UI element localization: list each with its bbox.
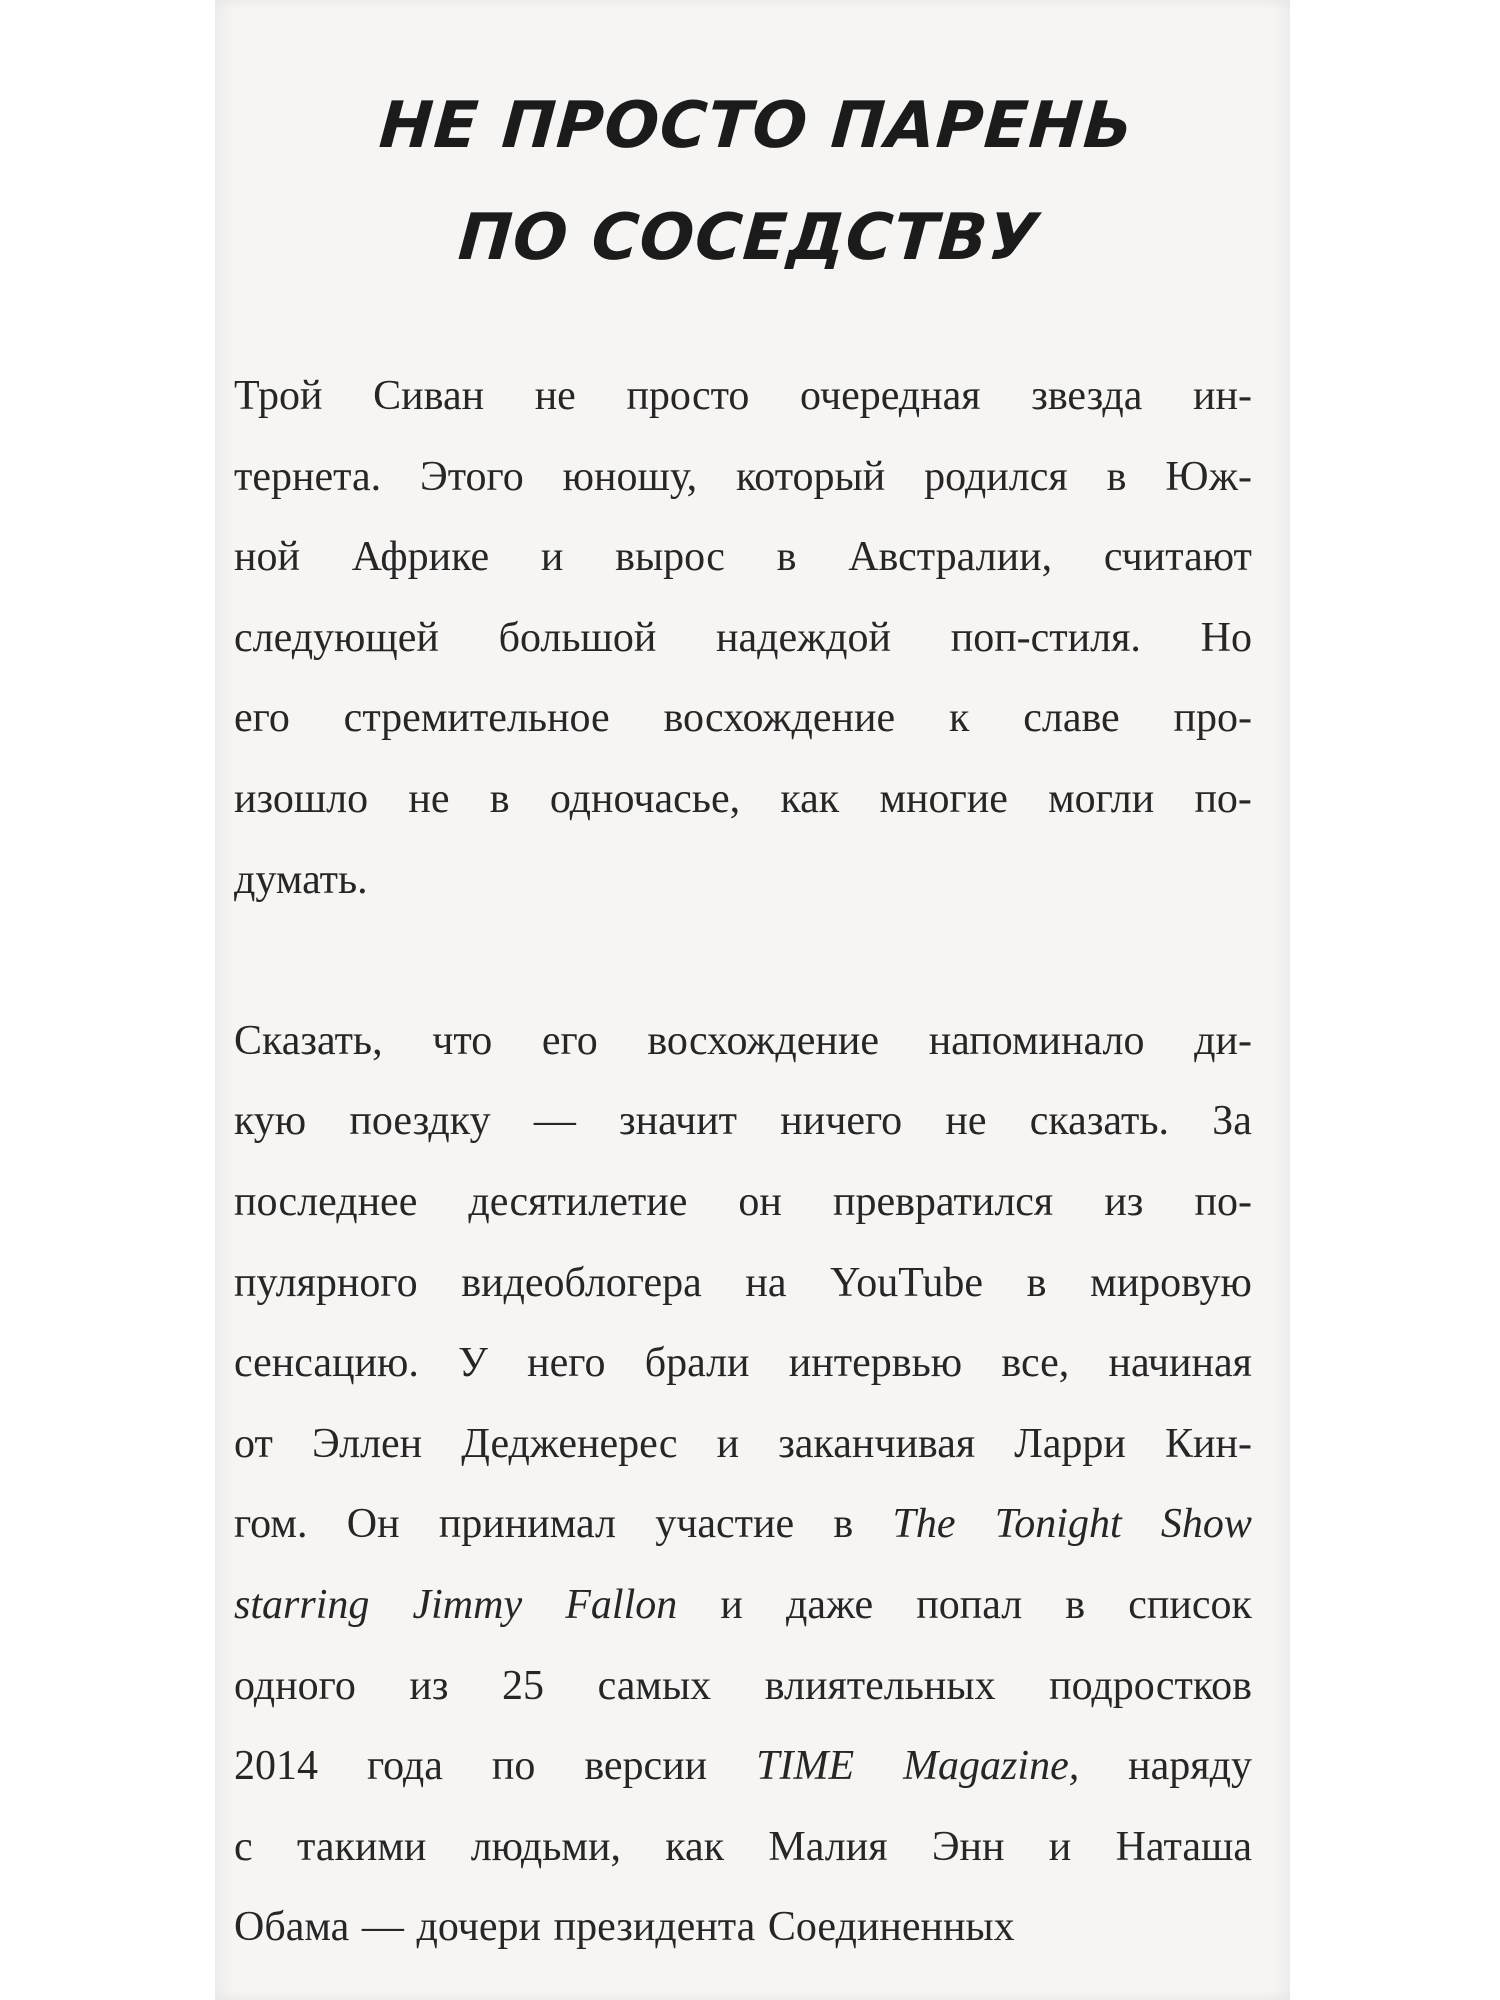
text-line	[234, 1807, 1252, 1888]
word: Show	[1160, 1501, 1252, 1548]
word: его	[234, 695, 290, 742]
word: надеждой	[716, 614, 892, 661]
word: сенсацию.	[234, 1340, 419, 1387]
word: —	[361, 1904, 404, 1951]
word: наряду	[1128, 1743, 1252, 1790]
text-line	[234, 1565, 1252, 1646]
word: большой	[498, 614, 657, 661]
word: не	[534, 373, 576, 419]
word: Этого	[420, 453, 524, 500]
word: звезда	[1031, 373, 1143, 419]
word: Дедженерес	[461, 1420, 678, 1467]
text-line	[234, 1484, 1252, 1565]
word: The	[892, 1501, 956, 1548]
word: и	[1048, 1823, 1072, 1870]
word: который	[736, 453, 886, 500]
word: Jimmy	[412, 1581, 523, 1628]
word: и	[720, 1581, 743, 1628]
word: Fallon	[565, 1581, 678, 1628]
word: славе	[1023, 695, 1120, 742]
word: от	[234, 1420, 273, 1467]
text-line	[234, 1323, 1252, 1404]
word: Сказать,	[234, 1017, 383, 1064]
word: по	[491, 1743, 536, 1790]
word: и	[540, 534, 564, 581]
word: изошло	[234, 775, 369, 822]
text-line	[234, 678, 1252, 759]
word: участие	[655, 1501, 795, 1548]
word: Tonight	[994, 1501, 1122, 1548]
word: по-	[1194, 1178, 1252, 1225]
word: к	[948, 695, 970, 742]
word: Сиван	[373, 373, 485, 419]
word: Magazine,	[903, 1743, 1080, 1790]
text-line	[234, 1081, 1252, 1162]
word: людьми,	[470, 1823, 621, 1870]
word: многие	[879, 775, 1008, 822]
word: стремительное	[343, 695, 610, 742]
word: думать.	[234, 856, 368, 903]
word: президента	[553, 1904, 756, 1951]
word: Ларри	[1014, 1420, 1126, 1467]
word: одного	[234, 1662, 356, 1709]
word: ничего	[780, 1098, 903, 1145]
word: что	[432, 1017, 493, 1064]
word: пулярного	[234, 1259, 418, 1306]
word: с	[234, 1823, 253, 1870]
word: как	[665, 1823, 725, 1870]
heading-line-1: НЕ ПРОСТО ПАРЕНЬ	[376, 89, 1136, 163]
word: мировую	[1090, 1259, 1252, 1306]
word: список	[1128, 1581, 1252, 1628]
text-line	[234, 598, 1252, 679]
word: ин-	[1193, 373, 1252, 419]
word: YouTube	[830, 1259, 984, 1306]
body-text	[234, 356, 1252, 1968]
word: по-	[1194, 775, 1252, 822]
text-line	[234, 759, 1252, 840]
word: восхождение	[663, 695, 896, 742]
word: кую	[234, 1098, 307, 1145]
word: просто	[626, 373, 750, 419]
word: принимал	[438, 1501, 616, 1548]
word: в	[833, 1501, 854, 1548]
word: в	[1026, 1259, 1047, 1306]
word: starring	[234, 1581, 370, 1628]
word: У	[458, 1340, 488, 1387]
word: Юж-	[1165, 453, 1252, 500]
word: могли	[1048, 775, 1155, 822]
word: из	[409, 1662, 449, 1709]
word: ной	[234, 534, 300, 581]
word: ди-	[1194, 1017, 1252, 1064]
word: в	[489, 775, 510, 822]
word: Малия	[768, 1823, 888, 1870]
word: одночасье,	[549, 775, 741, 822]
word: и	[716, 1420, 740, 1467]
word: в	[1106, 453, 1127, 500]
word: его	[541, 1017, 598, 1064]
word: значит	[619, 1098, 738, 1145]
word: Наташа	[1115, 1823, 1252, 1870]
word: в	[776, 534, 797, 581]
word: заканчивая	[778, 1420, 976, 1467]
word: самых	[597, 1662, 712, 1709]
word: превратился	[832, 1178, 1054, 1225]
word: юношу,	[562, 453, 698, 500]
text-line	[234, 356, 1252, 437]
word: Энн	[931, 1823, 1005, 1870]
text-line	[234, 1726, 1252, 1807]
word: как	[780, 775, 840, 822]
word: начиная	[1108, 1340, 1252, 1387]
word: Трой	[234, 373, 323, 419]
text-line	[234, 1646, 1252, 1727]
word: сказать.	[1029, 1098, 1169, 1145]
word: очередная	[800, 373, 981, 419]
word: TIME	[756, 1743, 855, 1790]
word: попал	[916, 1581, 1023, 1628]
word: даже	[785, 1581, 874, 1628]
word: десятилетие	[468, 1178, 688, 1225]
word: следующей	[234, 614, 439, 661]
word: подростков	[1049, 1662, 1252, 1709]
word: восхождение	[647, 1017, 880, 1064]
word: Кин-	[1165, 1420, 1252, 1467]
word: напоминало	[928, 1017, 1145, 1064]
word: Он	[346, 1501, 400, 1548]
word: считают	[1103, 534, 1252, 581]
word: брали	[644, 1340, 750, 1387]
heading-line-2: ПО СОСЕДСТВУ	[455, 201, 1042, 275]
word: Обама	[234, 1904, 350, 1951]
word: вырос	[615, 534, 725, 581]
word: на	[745, 1259, 787, 1306]
text-line	[234, 840, 1252, 921]
word: поп-стиля.	[950, 614, 1141, 661]
word: 25	[502, 1662, 545, 1709]
text-line	[234, 1162, 1252, 1243]
word: года	[366, 1743, 443, 1790]
word: такими	[296, 1823, 427, 1870]
word: Африке	[351, 534, 490, 581]
word: поездку	[349, 1098, 491, 1145]
word: влиятельных	[764, 1662, 996, 1709]
text-line	[234, 437, 1252, 518]
word: про-	[1173, 695, 1252, 742]
text-line	[234, 517, 1252, 598]
word: в	[1065, 1581, 1086, 1628]
word: интервью	[788, 1340, 963, 1387]
chapter-heading	[222, 70, 1283, 294]
word: он	[738, 1178, 782, 1225]
word: родился	[924, 453, 1068, 500]
word: 2014	[234, 1743, 318, 1790]
word: Но	[1200, 614, 1252, 661]
word: —	[533, 1098, 576, 1145]
text-line	[234, 1243, 1252, 1324]
word: Эллен	[311, 1420, 423, 1467]
word: не	[945, 1098, 987, 1145]
word: не	[408, 775, 450, 822]
word: Австралии,	[848, 534, 1053, 581]
text-line	[234, 1404, 1252, 1485]
paragraph-gap	[234, 920, 1252, 1001]
word: За	[1212, 1098, 1252, 1145]
word: из	[1104, 1178, 1144, 1225]
word: гом.	[234, 1501, 308, 1548]
word: Соединенных	[767, 1904, 1015, 1951]
word: него	[527, 1340, 606, 1387]
word: последнее	[234, 1178, 418, 1225]
text-line	[234, 1001, 1252, 1082]
word: дочери	[416, 1904, 541, 1951]
word: видеоблогера	[461, 1259, 702, 1306]
word: тернета.	[234, 453, 382, 500]
text-line	[234, 1887, 1252, 1968]
word: все,	[1001, 1340, 1070, 1387]
word: версии	[584, 1743, 708, 1790]
